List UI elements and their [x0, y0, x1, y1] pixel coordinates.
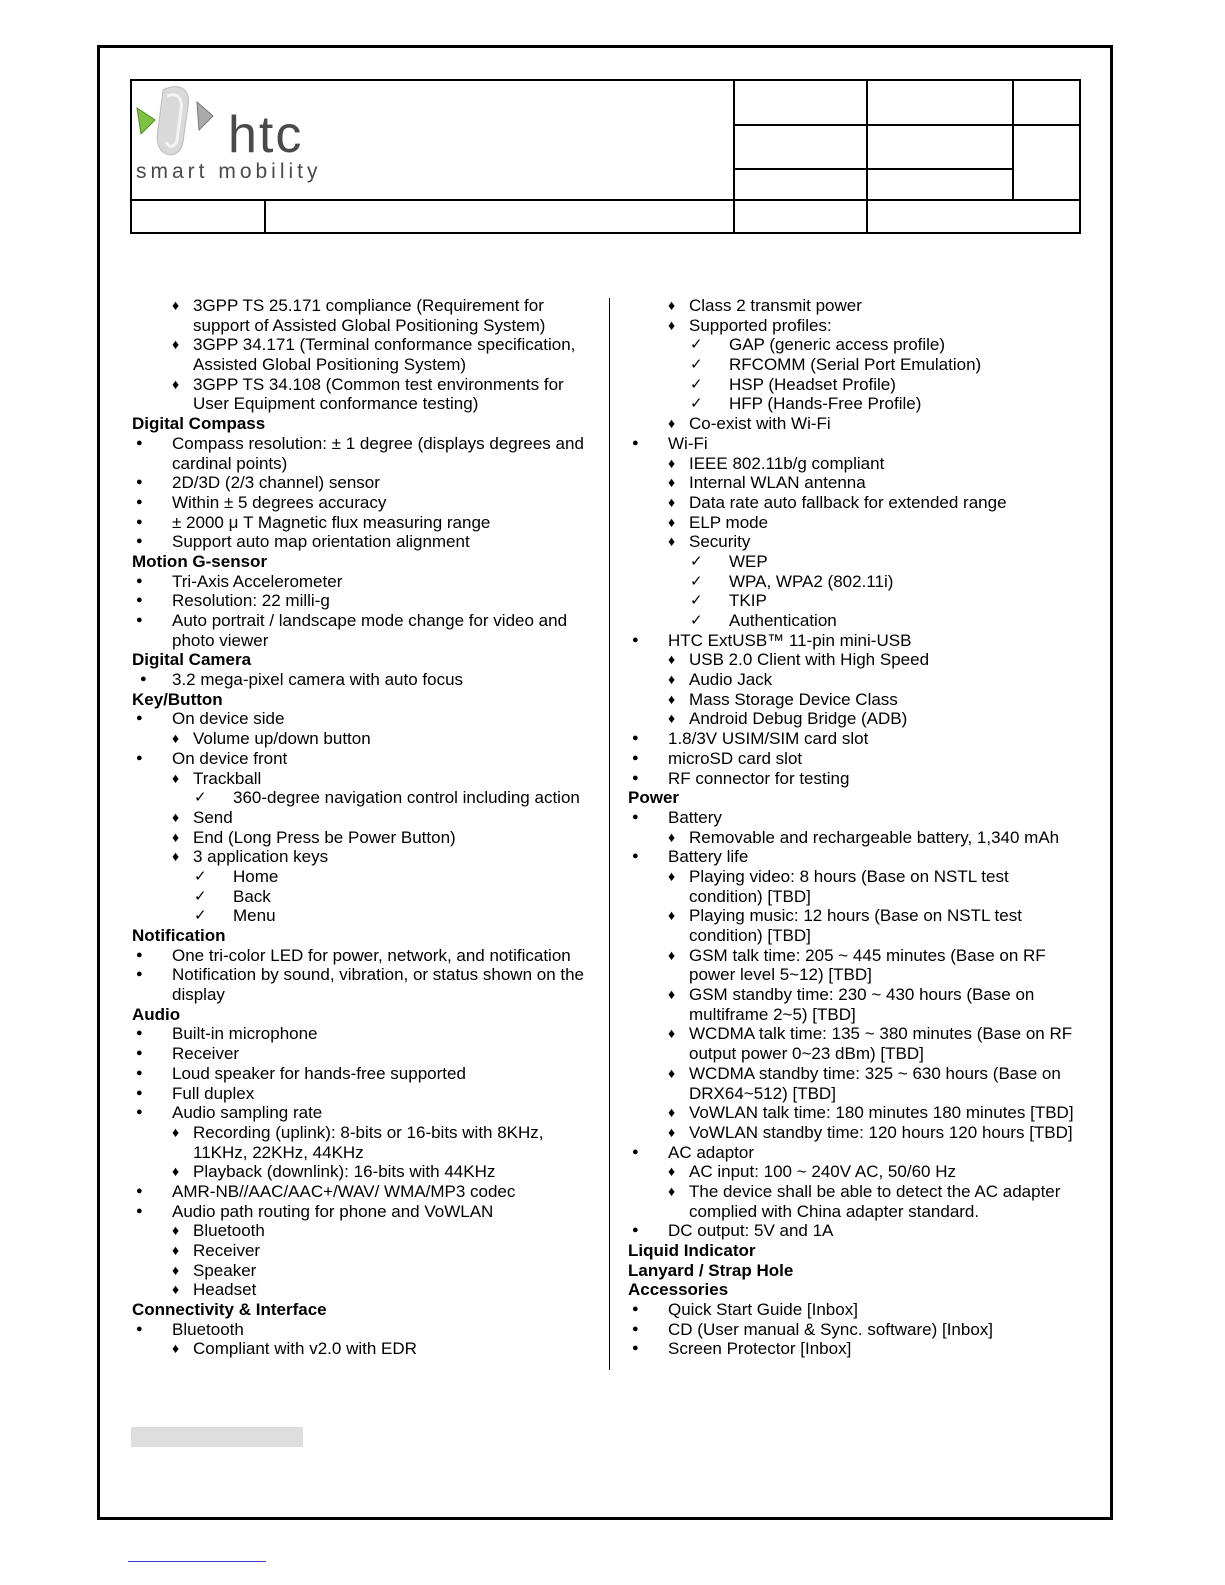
bullet-item: ● HTC ExtUSB™ 11-pin mini-USB — [628, 631, 1088, 651]
bullet-item: ● Bluetooth — [132, 1320, 602, 1340]
check-subitem: ✓ HFP (Hands-Free Profile) — [628, 394, 1088, 414]
bullet-item: ● Full duplex — [132, 1084, 602, 1104]
bullet-item: ● Screen Protector [Inbox] — [628, 1339, 1088, 1359]
diamond-subitem: ♦ 3 application keys — [132, 847, 602, 867]
check-subitem: ✓ Menu — [132, 906, 602, 926]
diamond-subitem: ♦ Mass Storage Device Class — [628, 690, 1088, 710]
section-heading: Key/Button — [132, 689, 223, 709]
continuation-line: output power 0~23 dBm) [TBD] — [689, 1044, 924, 1064]
diamond-subitem: ♦ Audio Jack — [628, 670, 1088, 690]
bullet-item: ● Notification by sound, vibration, or status shown on the — [132, 965, 602, 985]
header-rule — [733, 168, 1014, 170]
spec-left-column — [132, 296, 602, 1359]
bullet-item: ● AMR-NB//AAC/AAC+/WAV/ WMA/MP3 codec — [132, 1182, 602, 1202]
check-subitem: ✓ Back — [132, 887, 602, 907]
diamond-subitem: ♦ Supported profiles: — [628, 316, 1088, 336]
logo-wordmark: htc — [228, 106, 304, 164]
diamond-subitem: ♦ Internal WLAN antenna — [628, 473, 1088, 493]
diamond-subitem: ♦ USB 2.0 Client with High Speed — [628, 650, 1088, 670]
header-rule — [733, 79, 735, 234]
check-subitem: ✓ WPA, WPA2 (802.11i) — [628, 572, 1088, 592]
spec-right-column — [628, 296, 1088, 1359]
diamond-subitem: ♦ ELP mode — [628, 513, 1088, 533]
bullet-item: ● ± 2000 μ T Magnetic flux measuring range — [132, 513, 602, 533]
diamond-subitem: ♦ Bluetooth — [132, 1221, 602, 1241]
bullet-item: ● Battery — [628, 808, 1088, 828]
continuation-line: display — [172, 985, 225, 1005]
section-heading: Notification — [132, 926, 226, 945]
bullet-item: ● On device front — [132, 749, 602, 769]
bullet-item: ● One tri-color LED for power, network, and notification — [132, 946, 602, 966]
section-heading: Accessories — [628, 1280, 729, 1300]
diamond-subitem: ♦ VoWLAN standby time: 120 hours 120 hours [TBD] — [628, 1123, 1088, 1143]
bullet-item: ● Auto portrait / landscape mode change for video and — [132, 611, 602, 631]
diamond-subitem: ♦ Co-exist with Wi-Fi — [628, 414, 1088, 434]
bullet-item: ● Audio sampling rate — [132, 1103, 602, 1123]
diamond-subitem: ♦ IEEE 802.11b/g compliant — [628, 454, 1088, 474]
diamond-subitem: ♦ End (Long Press be Power Button) — [132, 828, 602, 848]
section-heading: Lanyard / Strap Hole — [628, 1260, 794, 1280]
bullet-item: ● 3.2 mega-pixel camera with auto focus — [132, 670, 602, 690]
section-heading: Liquid Indicator — [628, 1241, 756, 1260]
continuation-line: condition) [TBD] — [689, 886, 811, 906]
diamond-subitem: ♦ WCDMA talk time: 135 ~ 380 minutes (Base on RF — [628, 1024, 1088, 1044]
bullet-item: ● Resolution: 22 milli-g — [132, 591, 602, 611]
check-subitem: ✓ Authentication — [628, 611, 1088, 631]
continuation-line: DRX64~512) [TBD] — [689, 1083, 836, 1103]
bullet-item: ● Compass resolution: ± 1 degree (displays degrees and — [132, 434, 602, 454]
diamond-subitem: ♦ Speaker — [132, 1261, 602, 1281]
footer-gray-box — [131, 1427, 303, 1447]
continuation-line: power level 5~12) [TBD] — [689, 965, 872, 985]
diamond-subitem: ♦ Recording (uplink): 8-bits or 16-bits with 8KHz, — [132, 1123, 602, 1143]
diamond-subitem: ♦ Receiver — [132, 1241, 602, 1261]
check-subitem: ✓ GAP (generic access profile) — [628, 335, 1088, 355]
header-rule — [130, 199, 1081, 201]
bullet-item: ● RF connector for testing — [628, 769, 1088, 789]
diamond-subitem: ♦ GSM talk time: 205 ~ 445 minutes (Base on RF — [628, 946, 1088, 966]
check-subitem: ✓ RFCOMM (Serial Port Emulation) — [628, 355, 1088, 375]
check-subitem: ✓ HSP (Headset Profile) — [628, 375, 1088, 395]
header-rule — [264, 199, 266, 234]
continuation-line: 11KHz, 22KHz, 44KHz — [193, 1142, 364, 1162]
bullet-item: ● AC adaptor — [628, 1143, 1088, 1163]
logo-tagline: smart mobility — [136, 160, 322, 183]
continuation-line: condition) [TBD] — [689, 926, 811, 945]
check-subitem: ✓ 360-degree navigation control including action — [132, 788, 602, 808]
diamond-subitem: ♦ Android Debug Bridge (ADB) — [628, 709, 1088, 729]
check-subitem: ✓ WEP — [628, 552, 1088, 572]
header-rule — [866, 79, 868, 234]
footer-link-underline — [128, 1561, 266, 1562]
section-heading: Motion G-sensor — [132, 551, 268, 571]
diamond-subitem: ♦ VoWLAN talk time: 180 minutes 180 minutes [TBD] — [628, 1103, 1088, 1123]
diamond-subitem: ♦ GSM standby time: 230 ~ 430 hours (Base on — [628, 985, 1088, 1005]
continuation-line: User Equipment conformance testing) — [193, 394, 479, 414]
section-heading: Digital Compass — [132, 414, 266, 434]
diamond-subitem: ♦ Headset — [132, 1280, 602, 1300]
diamond-subitem: ♦ 3GPP 34.171 (Terminal conformance specification, — [132, 335, 602, 355]
continuation-line: complied with China adapter standard. — [689, 1201, 980, 1221]
bullet-item: ● 1.8/3V USIM/SIM card slot — [628, 729, 1088, 749]
bullet-item: ● Quick Start Guide [Inbox] — [628, 1300, 1088, 1320]
diamond-subitem: ♦ Compliant with v2.0 with EDR — [132, 1339, 602, 1359]
diamond-subitem: ♦ Send — [132, 808, 602, 828]
bullet-item: ● Support auto map orientation alignment — [132, 532, 602, 552]
diamond-subitem: ♦ Data rate auto fallback for extended range — [628, 493, 1088, 513]
bullet-item: ● Wi-Fi — [628, 434, 1088, 454]
column-divider — [609, 298, 610, 1370]
continuation-line: photo viewer — [172, 630, 269, 650]
diamond-subitem: ♦ Volume up/down button — [132, 729, 602, 749]
diamond-subitem: ♦ WCDMA standby time: 325 ~ 630 hours (Base on — [628, 1064, 1088, 1084]
diamond-subitem: ♦ 3GPP TS 25.171 compliance (Requirement for — [132, 296, 602, 316]
diamond-subitem: ♦ AC input: 100 ~ 240V AC, 50/60 Hz — [628, 1162, 1088, 1182]
continuation-line: multiframe 2~5) [TBD] — [689, 1004, 856, 1024]
check-subitem: ✓ TKIP — [628, 591, 1088, 611]
section-heading: Audio — [132, 1004, 181, 1024]
diamond-subitem: ♦ Playback (downlink): 16-bits with 44KHz — [132, 1162, 602, 1182]
continuation-line: Assisted Global Positioning System) — [193, 355, 467, 375]
bullet-item: ● CD (User manual & Sync. software) [Inbox] — [628, 1320, 1088, 1340]
diamond-subitem: ♦ Playing music: 12 hours (Base on NSTL test — [628, 906, 1088, 926]
bullet-item: ● microSD card slot — [628, 749, 1088, 769]
header-rule — [1012, 79, 1014, 200]
continuation-line: cardinal points) — [172, 453, 288, 473]
section-heading: Power — [628, 788, 680, 808]
bullet-item: ● On device side — [132, 709, 602, 729]
diamond-subitem: ♦ Trackball — [132, 769, 602, 789]
section-heading: Connectivity & Interface — [132, 1300, 327, 1320]
bullet-item: ● Tri-Axis Accelerometer — [132, 572, 602, 592]
diamond-subitem: ♦ Playing video: 8 hours (Base on NSTL test — [628, 867, 1088, 887]
header-rule — [733, 124, 1081, 126]
diamond-subitem: ♦ Security — [628, 532, 1088, 552]
section-heading: Digital Camera — [132, 650, 252, 670]
bullet-item: ● 2D/3D (2/3 channel) sensor — [132, 473, 602, 493]
bullet-item: ● Audio path routing for phone and VoWLAN — [132, 1202, 602, 1222]
bullet-item: ● Within ± 5 degrees accuracy — [132, 493, 602, 513]
bullet-item: ● DC output: 5V and 1A — [628, 1221, 1088, 1241]
bullet-item: ● Built-in microphone — [132, 1024, 602, 1044]
htc-logo — [133, 82, 353, 190]
diamond-subitem: ♦ Removable and rechargeable battery, 1,340 mAh — [628, 828, 1088, 848]
bullet-item: ● Loud speaker for hands-free supported — [132, 1064, 602, 1084]
bullet-item: ● Battery life — [628, 847, 1088, 867]
diamond-subitem: ♦ The device shall be able to detect the AC adapter — [628, 1182, 1088, 1202]
diamond-subitem: ♦ 3GPP TS 34.108 (Common test environments for — [132, 375, 602, 395]
check-subitem: ✓ Home — [132, 867, 602, 887]
diamond-subitem: ♦ Class 2 transmit power — [628, 296, 1088, 316]
bullet-item: ● Receiver — [132, 1044, 602, 1064]
continuation-line: support of Assisted Global Positioning System) — [193, 315, 546, 335]
